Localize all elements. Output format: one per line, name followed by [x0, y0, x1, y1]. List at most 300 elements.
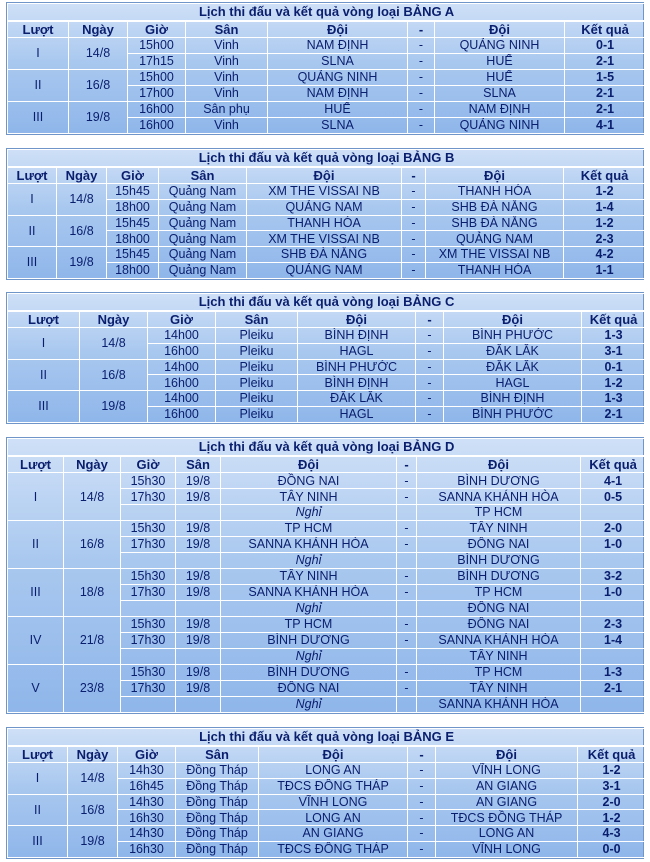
team1-cell: NAM ĐỊNH — [268, 38, 408, 54]
date-cell: 16/8 — [68, 794, 118, 826]
date-cell: 19/8 — [80, 391, 148, 423]
team2-cell: TÂY NINH — [417, 648, 581, 664]
team1-cell: SLNA — [268, 118, 408, 134]
dash-cell: - — [397, 664, 417, 680]
team2-cell: AN GIANG — [436, 794, 578, 810]
date-cell: 21/8 — [64, 617, 121, 665]
table-row — [8, 102, 646, 118]
time-cell — [121, 505, 176, 521]
result-cell: 3-2 — [581, 569, 646, 585]
header-venue: Sân — [216, 311, 298, 328]
date-cell: 16/8 — [64, 521, 121, 569]
group-title: Lịch thi đấu và kết quả vòng loại BẢNG D — [8, 439, 646, 456]
round-cell: II — [8, 215, 57, 247]
time-cell: 15h45 — [107, 215, 159, 231]
group-title: Lịch thi đấu và kết quả vòng loại BẢNG B — [8, 150, 646, 167]
dash-cell: - — [408, 86, 435, 102]
result-cell: 1-0 — [581, 537, 646, 553]
team2-cell: TÂY NINH — [417, 521, 581, 537]
header-time: Giờ — [107, 167, 159, 184]
result-cell: 1-2 — [578, 810, 646, 826]
dash-cell: - — [416, 328, 444, 344]
header-time: Giờ — [118, 746, 176, 763]
dash-cell: - — [416, 343, 444, 359]
time-cell: 16h00 — [128, 118, 186, 134]
header-date: Ngày — [80, 311, 148, 328]
dash-cell: - — [397, 489, 417, 505]
time-cell: 15h45 — [107, 247, 159, 263]
round-cell: III — [8, 102, 69, 134]
header-round: Lượt — [8, 456, 64, 473]
team2-cell: THANH HÓA — [426, 263, 564, 279]
venue-cell: 19/8 — [176, 633, 221, 649]
result-cell: 1-1 — [564, 263, 646, 279]
team2-cell: SANNA KHÁNH HÒA — [417, 633, 581, 649]
time-cell: 14h00 — [148, 328, 216, 344]
date-cell: 19/8 — [57, 247, 107, 279]
team1-cell: TP HCM — [221, 617, 397, 633]
date-cell: 14/8 — [69, 38, 128, 70]
dash-cell: - — [402, 247, 426, 263]
dash-cell — [397, 553, 417, 569]
date-cell: 14/8 — [80, 328, 148, 360]
dash-cell — [397, 648, 417, 664]
time-cell: 18h00 — [107, 263, 159, 279]
time-cell: 14h30 — [118, 826, 176, 842]
dash-cell: - — [402, 215, 426, 231]
team1-cell: BÌNH DƯƠNG — [221, 633, 397, 649]
result-cell: 4-3 — [578, 826, 646, 842]
result-cell: 2-1 — [581, 680, 646, 696]
team2-cell: BÌNH PHƯỚC — [444, 407, 582, 423]
header-dash: - — [408, 21, 435, 38]
venue-cell: 19/8 — [176, 585, 221, 601]
header-team2: Đội — [435, 21, 565, 38]
round-cell: II — [8, 359, 80, 391]
time-cell: 16h45 — [118, 778, 176, 794]
dash-cell: - — [408, 794, 436, 810]
team1-cell: TÂY NINH — [221, 489, 397, 505]
venue-cell: Vinh — [186, 38, 268, 54]
header-result: Kết quả — [565, 21, 646, 38]
header-venue: Sân — [159, 167, 247, 184]
team2-cell: VĨNH LONG — [436, 763, 578, 779]
schedule-grid — [7, 438, 646, 713]
team1-cell: ĐĂK LĂK — [298, 391, 416, 407]
dash-cell: - — [402, 199, 426, 215]
team1-cell: BÌNH ĐỊNH — [298, 328, 416, 344]
venue-cell: 19/8 — [176, 569, 221, 585]
venue-cell: 19/8 — [176, 473, 221, 489]
date-cell: 16/8 — [69, 70, 128, 102]
header-team2: Đội — [436, 746, 578, 763]
team1-cell: QUẢNG NAM — [247, 263, 402, 279]
team2-cell: THANH HÓA — [426, 184, 564, 200]
team2-cell: BÌNH DƯƠNG — [417, 473, 581, 489]
time-cell: 15h45 — [107, 184, 159, 200]
rest-label: Nghỉ — [221, 601, 397, 617]
dash-cell: - — [408, 70, 435, 86]
venue-cell: 19/8 — [176, 521, 221, 537]
rest-label: Nghỉ — [221, 648, 397, 664]
team1-cell: LONG AN — [259, 810, 408, 826]
schedule-grid — [7, 3, 646, 134]
team1-cell: AN GIANG — [259, 826, 408, 842]
round-cell: II — [8, 521, 64, 569]
venue-cell: Sân phụ — [186, 102, 268, 118]
team1-cell: THANH HÓA — [247, 215, 402, 231]
header-date: Ngày — [57, 167, 107, 184]
team1-cell: HAGL — [298, 343, 416, 359]
date-cell: 19/8 — [69, 102, 128, 134]
team1-cell: ĐỒNG NAI — [221, 473, 397, 489]
team2-cell: TP HCM — [417, 585, 581, 601]
round-cell: I — [8, 184, 57, 216]
time-cell: 17h30 — [121, 537, 176, 553]
venue-cell: Pleiku — [216, 391, 298, 407]
schedule-grid — [7, 728, 646, 858]
time-cell: 17h30 — [121, 633, 176, 649]
time-cell: 17h00 — [128, 86, 186, 102]
header-team1: Đội — [221, 456, 397, 473]
team2-cell: SANNA KHÁNH HÒA — [417, 489, 581, 505]
result-cell — [581, 601, 646, 617]
result-cell: 2-1 — [582, 407, 646, 423]
date-cell: 16/8 — [57, 215, 107, 247]
time-cell: 15h30 — [121, 617, 176, 633]
header-result: Kết quả — [578, 746, 646, 763]
result-cell: 4-2 — [564, 247, 646, 263]
team2-cell: ĐĂK LĂK — [444, 343, 582, 359]
venue-cell: Vinh — [186, 118, 268, 134]
time-cell: 14h00 — [148, 391, 216, 407]
team1-cell: BÌNH DƯƠNG — [221, 664, 397, 680]
team1-cell: SHB ĐÀ NẴNG — [247, 247, 402, 263]
table-row — [8, 763, 646, 779]
header-date: Ngày — [68, 746, 118, 763]
header-venue: Sân — [176, 456, 221, 473]
time-cell — [121, 553, 176, 569]
table-row — [8, 664, 646, 680]
header-time: Giờ — [148, 311, 216, 328]
team1-cell: TÂY NINH — [221, 569, 397, 585]
table-row — [8, 359, 646, 375]
time-cell: 17h30 — [121, 680, 176, 696]
header-team1: Đội — [259, 746, 408, 763]
round-cell: III — [8, 391, 80, 423]
date-cell: 14/8 — [64, 473, 121, 521]
venue-cell — [176, 505, 221, 521]
result-cell: 2-3 — [581, 617, 646, 633]
result-cell — [581, 696, 646, 712]
group-b-table — [6, 148, 644, 280]
result-cell: 1-2 — [564, 184, 646, 200]
team2-cell: AN GIANG — [436, 778, 578, 794]
date-cell: 14/8 — [68, 763, 118, 795]
header-team2: Đội — [426, 167, 564, 184]
table-row — [8, 215, 646, 231]
date-cell: 23/8 — [64, 664, 121, 712]
result-cell: 4-1 — [581, 473, 646, 489]
header-time: Giờ — [128, 21, 186, 38]
team2-cell: TP HCM — [417, 664, 581, 680]
team2-cell: BÌNH PHƯỚC — [444, 328, 582, 344]
team1-cell: QUẢNG NAM — [247, 199, 402, 215]
dash-cell: - — [416, 359, 444, 375]
schedule-grid — [7, 149, 646, 279]
team1-cell: TĐCS ĐỒNG THÁP — [259, 778, 408, 794]
team2-cell: SLNA — [435, 86, 565, 102]
round-cell: I — [8, 38, 69, 70]
venue-cell: Đồng Tháp — [176, 763, 259, 779]
team2-cell: LONG AN — [436, 826, 578, 842]
dash-cell: - — [408, 826, 436, 842]
team1-cell: XM THE VISSAI NB — [247, 184, 402, 200]
result-cell — [581, 505, 646, 521]
header-dash: - — [416, 311, 444, 328]
result-cell: 2-0 — [581, 521, 646, 537]
dash-cell: - — [408, 810, 436, 826]
dash-cell: - — [397, 585, 417, 601]
time-cell: 16h30 — [118, 842, 176, 858]
round-cell: I — [8, 763, 68, 795]
header-dash: - — [402, 167, 426, 184]
group-title: Lịch thi đấu và kết quả vòng loại BẢNG E — [8, 729, 646, 746]
team2-cell: VĨNH LONG — [436, 842, 578, 858]
team1-cell: HAGL — [298, 407, 416, 423]
round-cell: II — [8, 794, 68, 826]
dash-cell — [397, 505, 417, 521]
round-cell: II — [8, 70, 69, 102]
team2-cell: HUẾ — [435, 54, 565, 70]
team1-cell: XM THE VISSAI NB — [247, 231, 402, 247]
result-cell: 2-0 — [578, 794, 646, 810]
result-cell — [581, 553, 646, 569]
table-row — [8, 826, 646, 842]
table-row — [8, 617, 646, 633]
rest-label: Nghỉ — [221, 553, 397, 569]
result-cell: 1-2 — [582, 375, 646, 391]
round-cell: V — [8, 664, 64, 712]
team2-cell: BÌNH DƯƠNG — [417, 553, 581, 569]
date-cell: 14/8 — [57, 184, 107, 216]
header-time: Giờ — [121, 456, 176, 473]
dash-cell: - — [397, 569, 417, 585]
team2-cell: QUẢNG NINH — [435, 38, 565, 54]
team1-cell: TP HCM — [221, 521, 397, 537]
result-cell: 2-3 — [564, 231, 646, 247]
header-date: Ngày — [64, 456, 121, 473]
time-cell — [121, 601, 176, 617]
result-cell: 3-1 — [578, 778, 646, 794]
dash-cell: - — [402, 263, 426, 279]
team2-cell: SANNA KHÁNH HÒA — [417, 696, 581, 712]
team2-cell: ĐỒNG NAI — [417, 537, 581, 553]
result-cell: 2-1 — [565, 86, 646, 102]
header-venue: Sân — [186, 21, 268, 38]
dash-cell — [397, 696, 417, 712]
group-c-table — [6, 292, 644, 424]
dash-cell: - — [416, 407, 444, 423]
result-cell: 1-2 — [564, 215, 646, 231]
round-cell: IV — [8, 617, 64, 665]
time-cell: 15h00 — [128, 38, 186, 54]
header-team1: Đội — [268, 21, 408, 38]
venue-cell: Đồng Tháp — [176, 826, 259, 842]
result-cell: 1-3 — [582, 328, 646, 344]
team2-cell: NAM ĐỊNH — [435, 102, 565, 118]
team1-cell: QUẢNG NINH — [268, 70, 408, 86]
round-cell: III — [8, 569, 64, 617]
result-cell: 1-4 — [564, 199, 646, 215]
team2-cell: HAGL — [444, 375, 582, 391]
venue-cell: Vinh — [186, 86, 268, 102]
venue-cell: 19/8 — [176, 537, 221, 553]
dash-cell: - — [397, 633, 417, 649]
dash-cell: - — [397, 537, 417, 553]
table-row — [8, 391, 646, 407]
header-result: Kết quả — [582, 311, 646, 328]
dash-cell: - — [408, 102, 435, 118]
team1-cell: ĐỒNG NAI — [221, 680, 397, 696]
venue-cell: Pleiku — [216, 328, 298, 344]
group-title: Lịch thi đấu và kết quả vòng loại BẢNG A — [8, 4, 646, 21]
dash-cell: - — [408, 763, 436, 779]
team1-cell: SLNA — [268, 54, 408, 70]
header-team1: Đội — [247, 167, 402, 184]
result-cell: 1-0 — [581, 585, 646, 601]
table-row — [8, 569, 646, 585]
header-team2: Đội — [444, 311, 582, 328]
venue-cell: Quảng Nam — [159, 184, 247, 200]
header-venue: Sân — [176, 746, 259, 763]
venue-cell — [176, 553, 221, 569]
date-cell: 19/8 — [68, 826, 118, 858]
team2-cell: ĐỒNG NAI — [417, 601, 581, 617]
table-row — [8, 70, 646, 86]
time-cell: 17h15 — [128, 54, 186, 70]
team2-cell: TĐCS ĐỒNG THÁP — [436, 810, 578, 826]
venue-cell — [176, 648, 221, 664]
time-cell: 15h30 — [121, 473, 176, 489]
dash-cell: - — [408, 118, 435, 134]
venue-cell: Pleiku — [216, 343, 298, 359]
team1-cell: TĐCS ĐỒNG THÁP — [259, 842, 408, 858]
header-round: Lượt — [8, 746, 68, 763]
time-cell: 15h30 — [121, 664, 176, 680]
header-round: Lượt — [8, 311, 80, 328]
result-cell: 1-4 — [581, 633, 646, 649]
table-row — [8, 328, 646, 344]
dash-cell: - — [397, 680, 417, 696]
header-team2: Đội — [417, 456, 581, 473]
dash-cell: - — [397, 473, 417, 489]
table-row — [8, 247, 646, 263]
venue-cell: Quảng Nam — [159, 215, 247, 231]
header-round: Lượt — [8, 167, 57, 184]
result-cell: 0-1 — [565, 38, 646, 54]
time-cell: 16h00 — [148, 375, 216, 391]
team2-cell: BÌNH ĐỊNH — [444, 391, 582, 407]
result-cell: 3-1 — [582, 343, 646, 359]
dash-cell — [397, 601, 417, 617]
result-cell: 4-1 — [565, 118, 646, 134]
venue-cell: Đồng Tháp — [176, 810, 259, 826]
team2-cell: HUẾ — [435, 70, 565, 86]
dash-cell: - — [416, 391, 444, 407]
dash-cell: - — [408, 38, 435, 54]
team1-cell: SANNA KHÁNH HÒA — [221, 537, 397, 553]
venue-cell — [176, 696, 221, 712]
venue-cell — [176, 601, 221, 617]
round-cell: III — [8, 247, 57, 279]
dash-cell: - — [397, 617, 417, 633]
venue-cell: Vinh — [186, 54, 268, 70]
time-cell: 16h00 — [148, 343, 216, 359]
team2-cell: QUẢNG NAM — [426, 231, 564, 247]
time-cell: 15h00 — [128, 70, 186, 86]
venue-cell: Đồng Tháp — [176, 794, 259, 810]
dash-cell: - — [408, 778, 436, 794]
table-row — [8, 473, 646, 489]
venue-cell: Quảng Nam — [159, 199, 247, 215]
table-row — [8, 521, 646, 537]
header-dash: - — [397, 456, 417, 473]
result-cell: 1-3 — [582, 391, 646, 407]
round-cell: III — [8, 826, 68, 858]
team1-cell: BÌNH ĐỊNH — [298, 375, 416, 391]
team2-cell: QUẢNG NINH — [435, 118, 565, 134]
rest-label: Nghỉ — [221, 696, 397, 712]
table-row — [8, 38, 646, 54]
header-round: Lượt — [8, 21, 69, 38]
time-cell: 15h30 — [121, 521, 176, 537]
round-cell: I — [8, 473, 64, 521]
venue-cell: Pleiku — [216, 375, 298, 391]
result-cell: 1-5 — [565, 70, 646, 86]
venue-cell: Quảng Nam — [159, 247, 247, 263]
time-cell: 18h00 — [107, 199, 159, 215]
header-result: Kết quả — [564, 167, 646, 184]
team1-cell: BÌNH PHƯỚC — [298, 359, 416, 375]
header-dash: - — [408, 746, 436, 763]
result-cell — [581, 648, 646, 664]
time-cell — [121, 696, 176, 712]
time-cell — [121, 648, 176, 664]
time-cell: 16h00 — [128, 102, 186, 118]
group-a-table — [6, 2, 644, 135]
team2-cell: ĐỒNG NAI — [417, 617, 581, 633]
time-cell: 17h30 — [121, 489, 176, 505]
header-team1: Đội — [298, 311, 416, 328]
table-row — [8, 184, 646, 200]
team2-cell: XM THE VISSAI NB — [426, 247, 564, 263]
venue-cell: Pleiku — [216, 407, 298, 423]
dash-cell: - — [408, 842, 436, 858]
dash-cell: - — [402, 231, 426, 247]
time-cell: 14h00 — [148, 359, 216, 375]
dash-cell: - — [402, 184, 426, 200]
header-result: Kết quả — [581, 456, 646, 473]
group-e-table — [6, 727, 644, 859]
team1-cell: SANNA KHÁNH HÒA — [221, 585, 397, 601]
venue-cell: 19/8 — [176, 617, 221, 633]
venue-cell: Vinh — [186, 70, 268, 86]
team2-cell: BÌNH DƯƠNG — [417, 569, 581, 585]
result-cell: 1-3 — [581, 664, 646, 680]
team2-cell: SHB ĐÀ NẴNG — [426, 215, 564, 231]
team1-cell: NAM ĐỊNH — [268, 86, 408, 102]
